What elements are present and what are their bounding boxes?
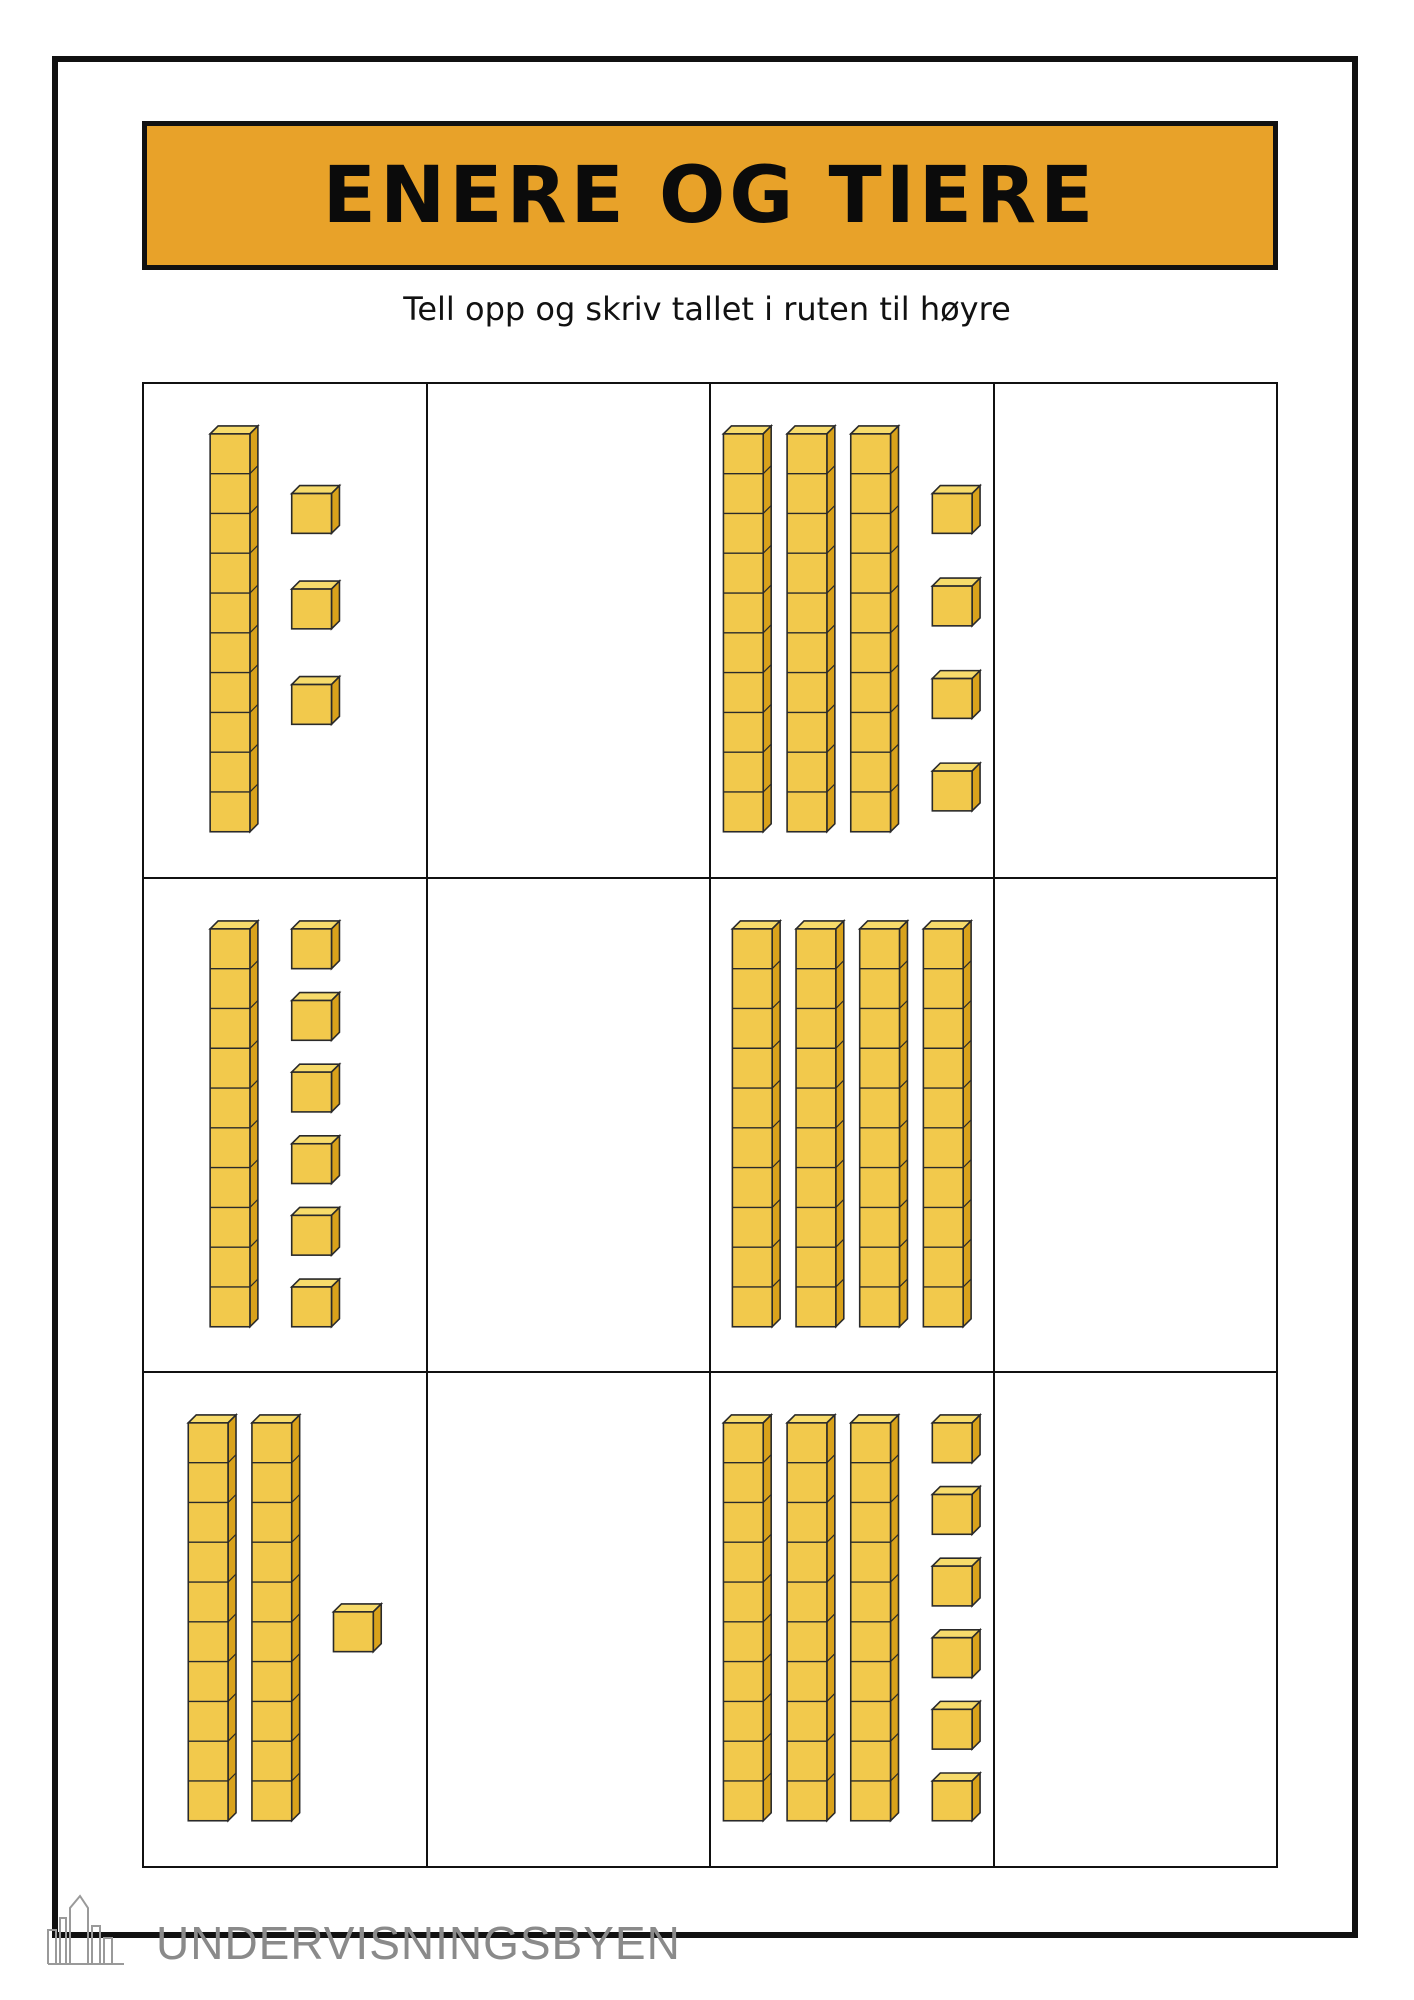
tens-rod bbox=[723, 426, 771, 832]
unit-cube bbox=[932, 671, 980, 719]
blocks-cell bbox=[711, 1373, 995, 1868]
base-ten-blocks bbox=[711, 384, 993, 877]
answer-box[interactable] bbox=[428, 879, 712, 1374]
tens-rod bbox=[210, 426, 258, 832]
base-ten-blocks bbox=[711, 1373, 993, 1866]
tens-rod bbox=[796, 921, 844, 1327]
brand-name: UNDERVISNINGSBYEN bbox=[156, 1917, 681, 1969]
blocks-cell bbox=[144, 1373, 428, 1868]
tens-rod bbox=[732, 921, 780, 1327]
blocks-cell bbox=[144, 384, 428, 879]
blocks-cell bbox=[144, 879, 428, 1374]
unit-cube bbox=[292, 1279, 340, 1327]
unit-cube bbox=[932, 1487, 980, 1535]
answer-box[interactable] bbox=[428, 1373, 712, 1868]
unit-cube bbox=[292, 1064, 340, 1112]
unit-cube bbox=[932, 1702, 980, 1750]
base-ten-blocks bbox=[144, 879, 426, 1372]
tens-rod bbox=[723, 1415, 771, 1821]
answer-box[interactable] bbox=[428, 384, 712, 879]
unit-cube bbox=[292, 1207, 340, 1255]
unit-cube bbox=[292, 1135, 340, 1183]
unit-cube bbox=[932, 1558, 980, 1606]
tens-rod bbox=[860, 921, 908, 1327]
tens-rod bbox=[252, 1415, 300, 1821]
blocks-cell bbox=[711, 384, 995, 879]
answer-box[interactable] bbox=[995, 879, 1279, 1374]
tens-rod bbox=[851, 426, 899, 832]
tens-rod bbox=[923, 921, 971, 1327]
blocks-cell bbox=[711, 879, 995, 1374]
tens-rod bbox=[210, 921, 258, 1327]
unit-cube bbox=[333, 1604, 381, 1652]
worksheet-grid bbox=[142, 382, 1278, 1868]
answer-box[interactable] bbox=[995, 384, 1279, 879]
title-banner bbox=[142, 121, 1278, 270]
unit-cube bbox=[932, 1630, 980, 1678]
footer bbox=[44, 1878, 764, 1968]
tens-rod bbox=[188, 1415, 236, 1821]
unit-cube bbox=[292, 677, 340, 725]
base-ten-blocks bbox=[144, 1373, 426, 1866]
unit-cube bbox=[292, 486, 340, 534]
unit-cube bbox=[932, 1773, 980, 1821]
base-ten-blocks bbox=[144, 384, 426, 877]
tens-rod bbox=[787, 1415, 835, 1821]
unit-cube bbox=[932, 763, 980, 811]
base-ten-blocks bbox=[711, 879, 993, 1372]
tens-rod bbox=[851, 1415, 899, 1821]
unit-cube bbox=[292, 581, 340, 629]
page-title: ENERE OG TIERE bbox=[322, 150, 1098, 241]
unit-cube bbox=[292, 921, 340, 969]
unit-cube bbox=[932, 1415, 980, 1463]
tens-rod bbox=[787, 426, 835, 832]
unit-cube bbox=[292, 992, 340, 1040]
unit-cube bbox=[932, 578, 980, 626]
unit-cube bbox=[932, 486, 980, 534]
city-skyline-icon bbox=[44, 1878, 164, 1968]
answer-box[interactable] bbox=[995, 1373, 1279, 1868]
instruction-text: Tell opp og skriv tallet i ruten til høyre bbox=[403, 290, 1011, 328]
